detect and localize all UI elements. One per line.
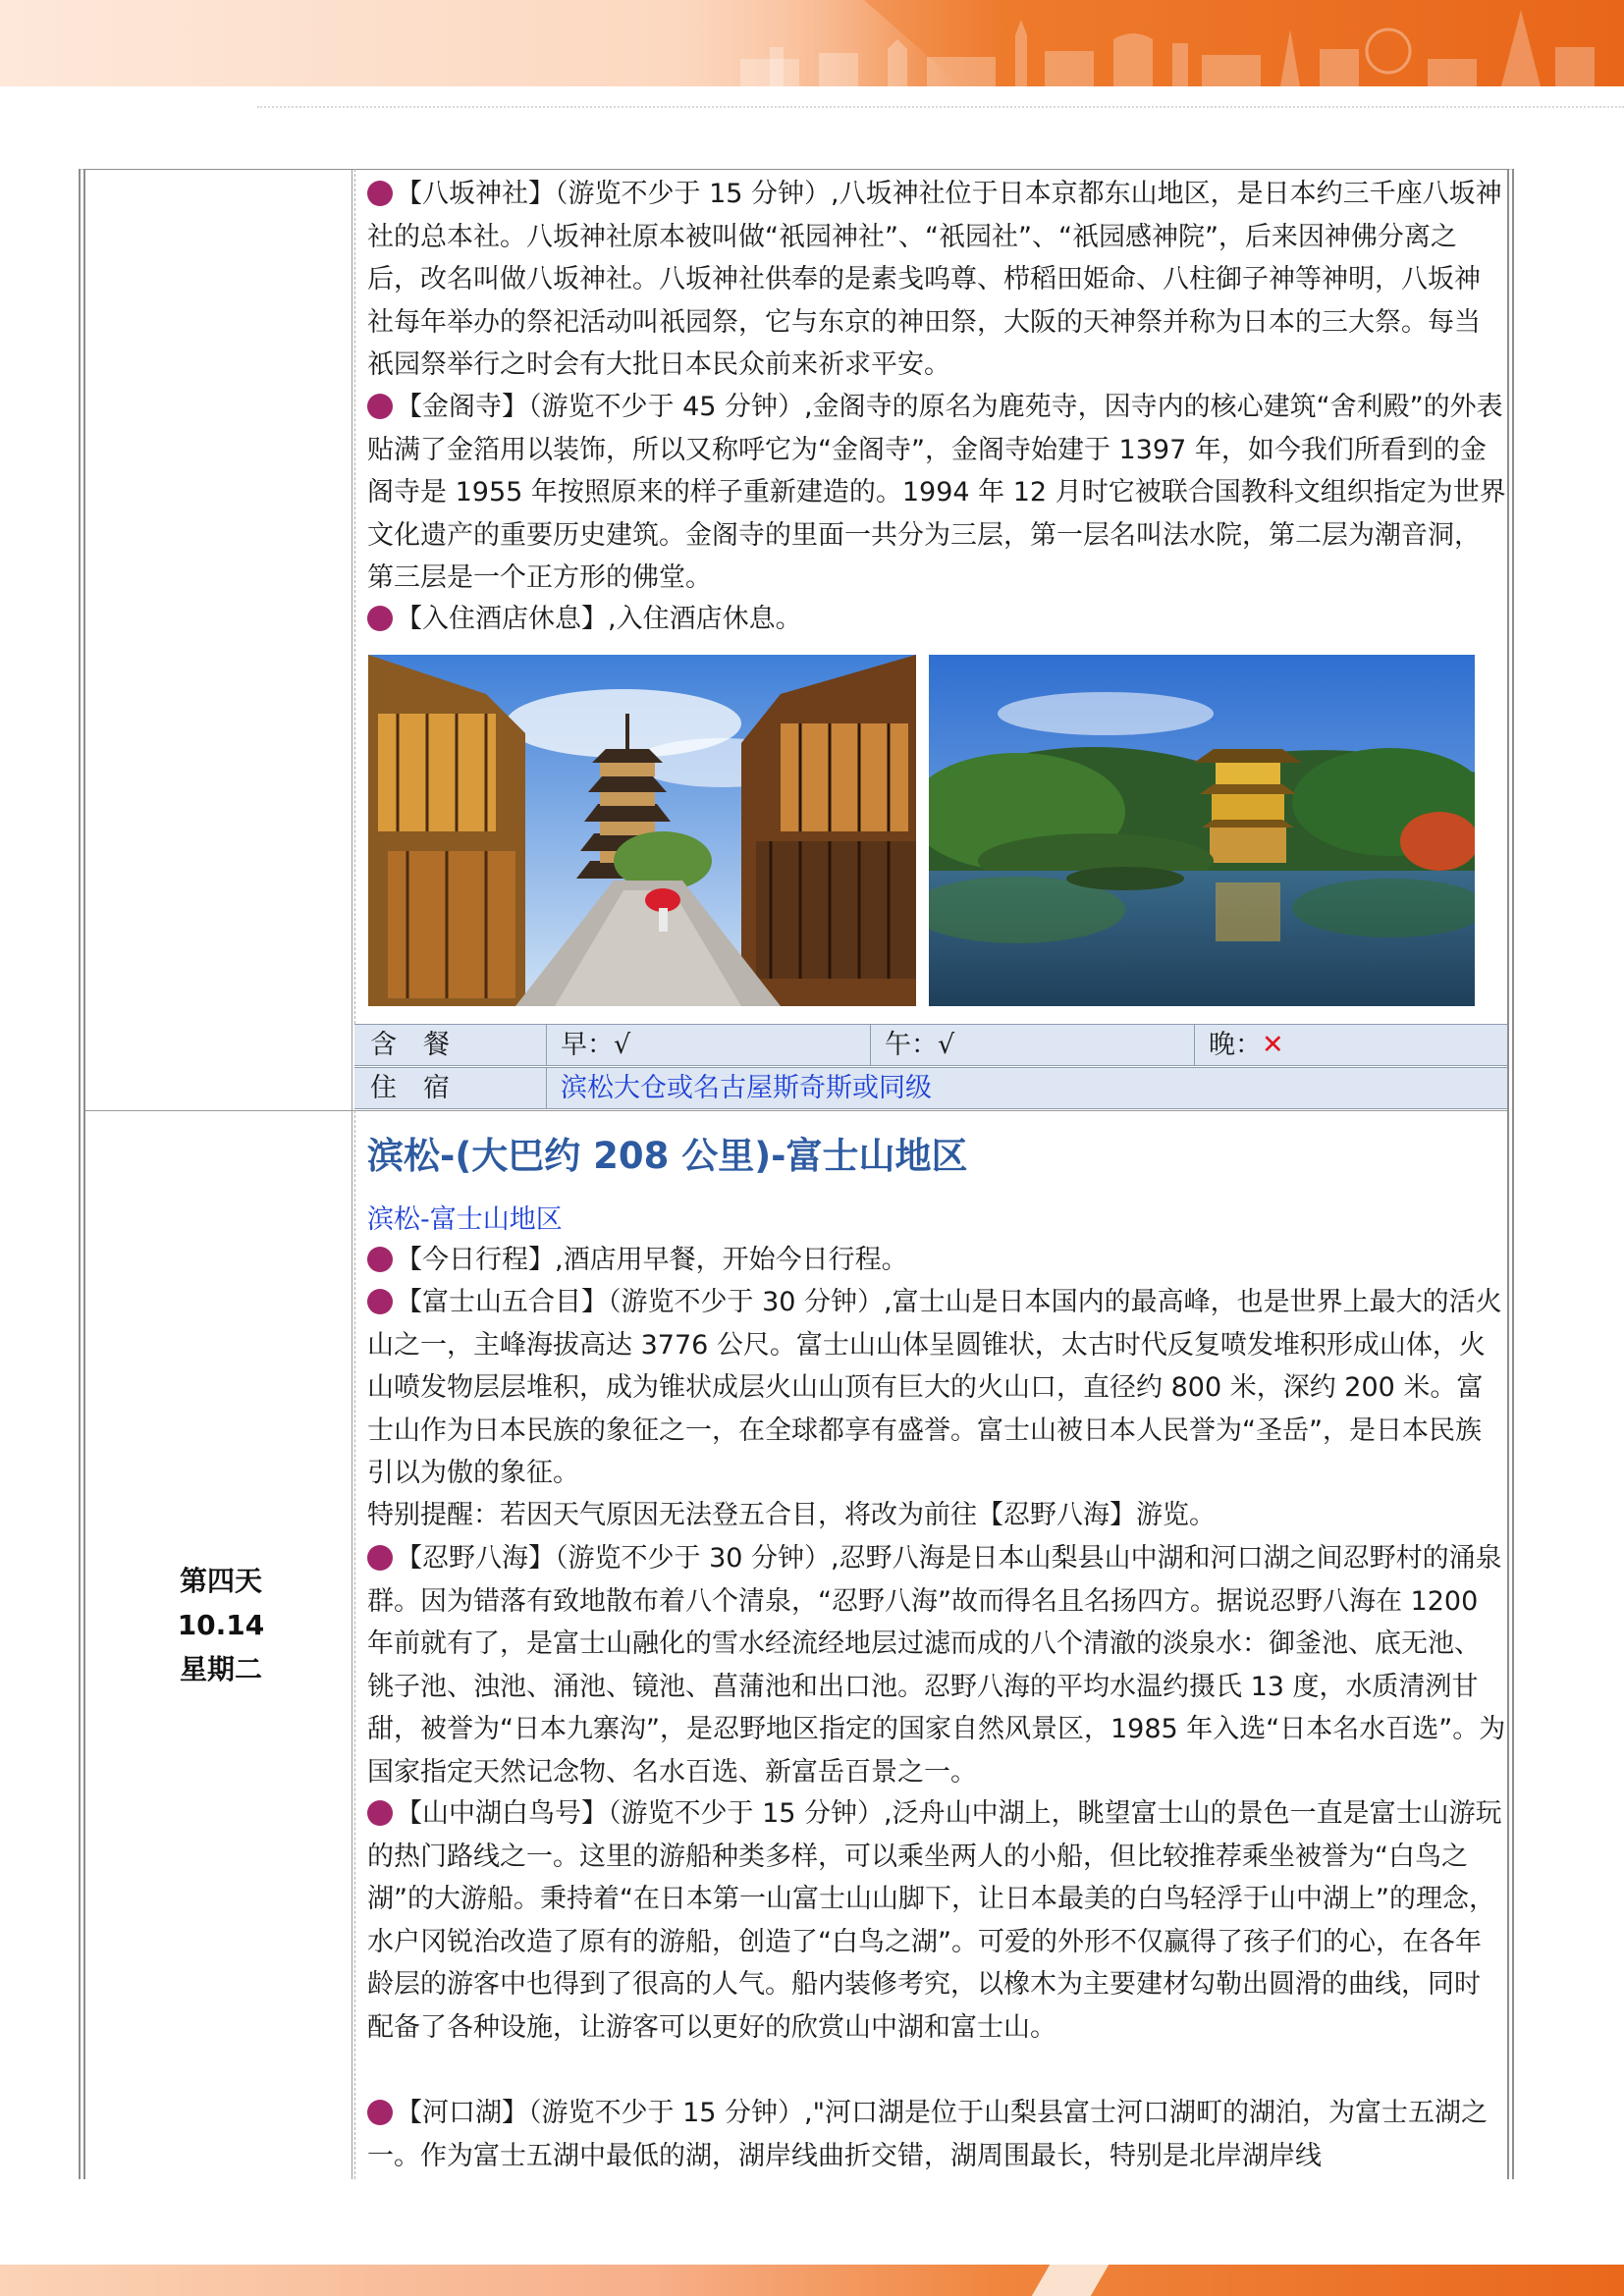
attraction-fuji-5th-station	[367, 1281, 1506, 1495]
photo-kinkakuji	[929, 655, 1475, 1006]
content-dashed-border	[354, 1110, 355, 2179]
attraction-oshino-hakkai-text: 【忍野八海】（游览不少于 30 分钟）,忍野八海是日本山梨县山中湖和河口湖之间忍野村的涌泉群。因为错落有致地散布着八个清泉，“忍野八海”故而得名且名扬四方。据说忍野八海在 1200 年前就有了，是富士山融化的雪水经流经地层过滤而成的八个清澈的淡泉水：御釜池、底无池、铫子池、浊池、涌池、镜池、菖蒲池和出口池。忍野八海的平均水温约摄氏 13 度，水质清洌甘甜，被誉为“日本九寨沟”，是忍野地区指定的国家自然风景区，1985 年入选“日本名水百选”。为国家指定天然记念物、名水百选、新富岳百景之一。	[367, 1543, 1506, 1788]
photo-yasaka-street	[368, 655, 916, 1006]
accommodation-value: 滨松大仓或名古屋斯奇斯或同级	[546, 1068, 1506, 1108]
day-number: 第四天	[179, 1565, 262, 1597]
meal-lunch: 午：√	[870, 1025, 1194, 1065]
attraction-lake-kawaguchi-text: 【河口湖】（游览不少于 15 分钟）,"河口湖是位于山梨县富士河口湖町的湖泊，为富士五湖之一。作为富士五湖中最低的湖，湖岸线曲折交错，湖周围最长，特别是北岸湖岸线	[367, 2098, 1489, 2171]
skyline-decoration-icon	[701, 0, 1624, 86]
attraction-yasaka	[367, 173, 1506, 387]
bullet-dot-icon	[367, 394, 393, 419]
hotel-rest	[367, 598, 1506, 641]
cross-icon: ✕	[1262, 1030, 1284, 1060]
day-date: 10.14	[177, 1609, 265, 1641]
attraction-lake-kawaguchi	[367, 2092, 1506, 2177]
attraction-yasaka-text: 【八坂神社】（游览不少于 15 分钟）,八坂神社位于日本京都东山地区，是日本约三千座八坂神社的总本社。八坂神社原本被叫做“祇园神社”、“祇园社”、“祇园感神院”，后来因神佛分离之后，改名叫做八坂神社。八坂神社供奉的是素戋呜尊、栉稻田姫命、八柱御子神等神明，八坂神社每年举办的祭祀活动叫祇园祭，它与东京的神田祭，大阪的天神祭并称为日本的三大祭。每当祇园祭举行之时会有大批日本民众前来祈求平安。	[367, 179, 1502, 380]
attraction-fuji-5th-station-text: 【富士山五合目】（游览不少于 30 分钟）,富士山是日本国内的最高峰，也是世界上最大的活火山之一，主峰海拔高达 3776 公尺。富士山山体呈圆锥状，太古时代反复喷发堆积形成山体，火山喷发物层层堆积，成为锥状成层火山山顶有巨大的火山口，直径约 800 米，深约 200 米。富士山作为日本民族的象征之一，在全球都享有盛誉。富士山被日本人民誉为“圣岳”，是日本民族引以为傲的象征。	[367, 1287, 1502, 1488]
day-weekday: 星期二	[179, 1653, 262, 1685]
meal-breakfast: 早：√	[546, 1025, 870, 1065]
accommodation-label: 住 宿	[370, 1073, 450, 1103]
day-row-divider	[85, 1110, 1507, 1111]
itinerary-today-text: 【今日行程】,酒店用早餐，开始今日行程。	[396, 1245, 908, 1275]
meal-dinner	[1194, 1025, 1506, 1065]
bullet-dot-icon	[367, 606, 393, 631]
attraction-kinkakuji	[367, 386, 1506, 600]
attraction-lake-yamanaka-swan-text: 【山中湖白鸟号】（游览不少于 15 分钟）,泛舟山中湖上，眺望富士山的景色一直是富士山游玩的热门路线之一。这里的游船种类多样，可以乘坐两人的小船，但比较推荐乘坐被誉为“白鸟之湖”的大游船。秉持着“在日本第一山富士山山脚下，让日本最美的白鸟轻浮于山中湖上”的理念，水户冈锐治改造了原有的游船，创造了“白鸟之湖”。可爱的外形不仅赢得了孩子们的心，在各年龄层的游客中也得到了很高的人气。船内装修考究，以橡木为主要建材勾勒出圆滑的曲线，同时配备了各种设施，让游客可以更好的欣赏山中湖和富士山。	[367, 1798, 1502, 2043]
bullet-dot-icon	[367, 181, 393, 206]
bullet-dot-icon	[367, 1800, 393, 1826]
itinerary-today	[367, 1239, 1506, 1282]
bullet-dot-icon	[367, 2100, 393, 2125]
meals-label: 含 餐	[370, 1030, 450, 1060]
header-dotted-rule	[257, 106, 1624, 108]
meal-dinner-label: 晚：	[1209, 1030, 1262, 1060]
bullet-dot-icon	[367, 1289, 393, 1314]
attraction-lake-yamanaka-swan	[367, 1792, 1506, 2049]
attraction-oshino-hakkai	[367, 1537, 1506, 1793]
day-label	[128, 1559, 314, 1691]
footer-stripe	[1032, 2265, 1109, 2296]
meals-row	[354, 1024, 1507, 1066]
route-subtitle: 滨松-富士山地区	[367, 1204, 563, 1235]
header-banner	[0, 0, 1624, 86]
hotel-rest-text: 【入住酒店休息】,入住酒店休息。	[396, 604, 802, 634]
bullet-dot-icon	[367, 1545, 393, 1571]
attraction-kinkakuji-text: 【金阁寺】（游览不少于 45 分钟）,金阁寺的原名为鹿苑寺，因寺内的核心建筑“舍利殿”的外表贴满了金箔用以装饰，所以又称呼它为“金阁寺”，金阁寺始建于 1397 年，如今我们所看到的金阁寺是 1955 年按照原来的样子重新建造的。1994 年 12 月时它被联合国教科文组织指定为世界文化遗产的重要历史建筑。金阁寺的里面一共分为三层，第一层名叫法水院，第二层为潮音洞，第三层是一个正方形的佛堂。	[367, 392, 1506, 593]
bullet-dot-icon	[367, 1247, 393, 1272]
day-title: 滨松-(大巴约 208 公里)-富士山地区	[367, 1135, 968, 1177]
content-dashed-border	[354, 169, 355, 1024]
accommodation-row	[354, 1067, 1507, 1109]
footer-band	[0, 2265, 1624, 2296]
special-notice: 特别提醒：若因天气原因无法登五合目，将改为前往【忍野八海】游览。	[367, 1500, 1216, 1530]
